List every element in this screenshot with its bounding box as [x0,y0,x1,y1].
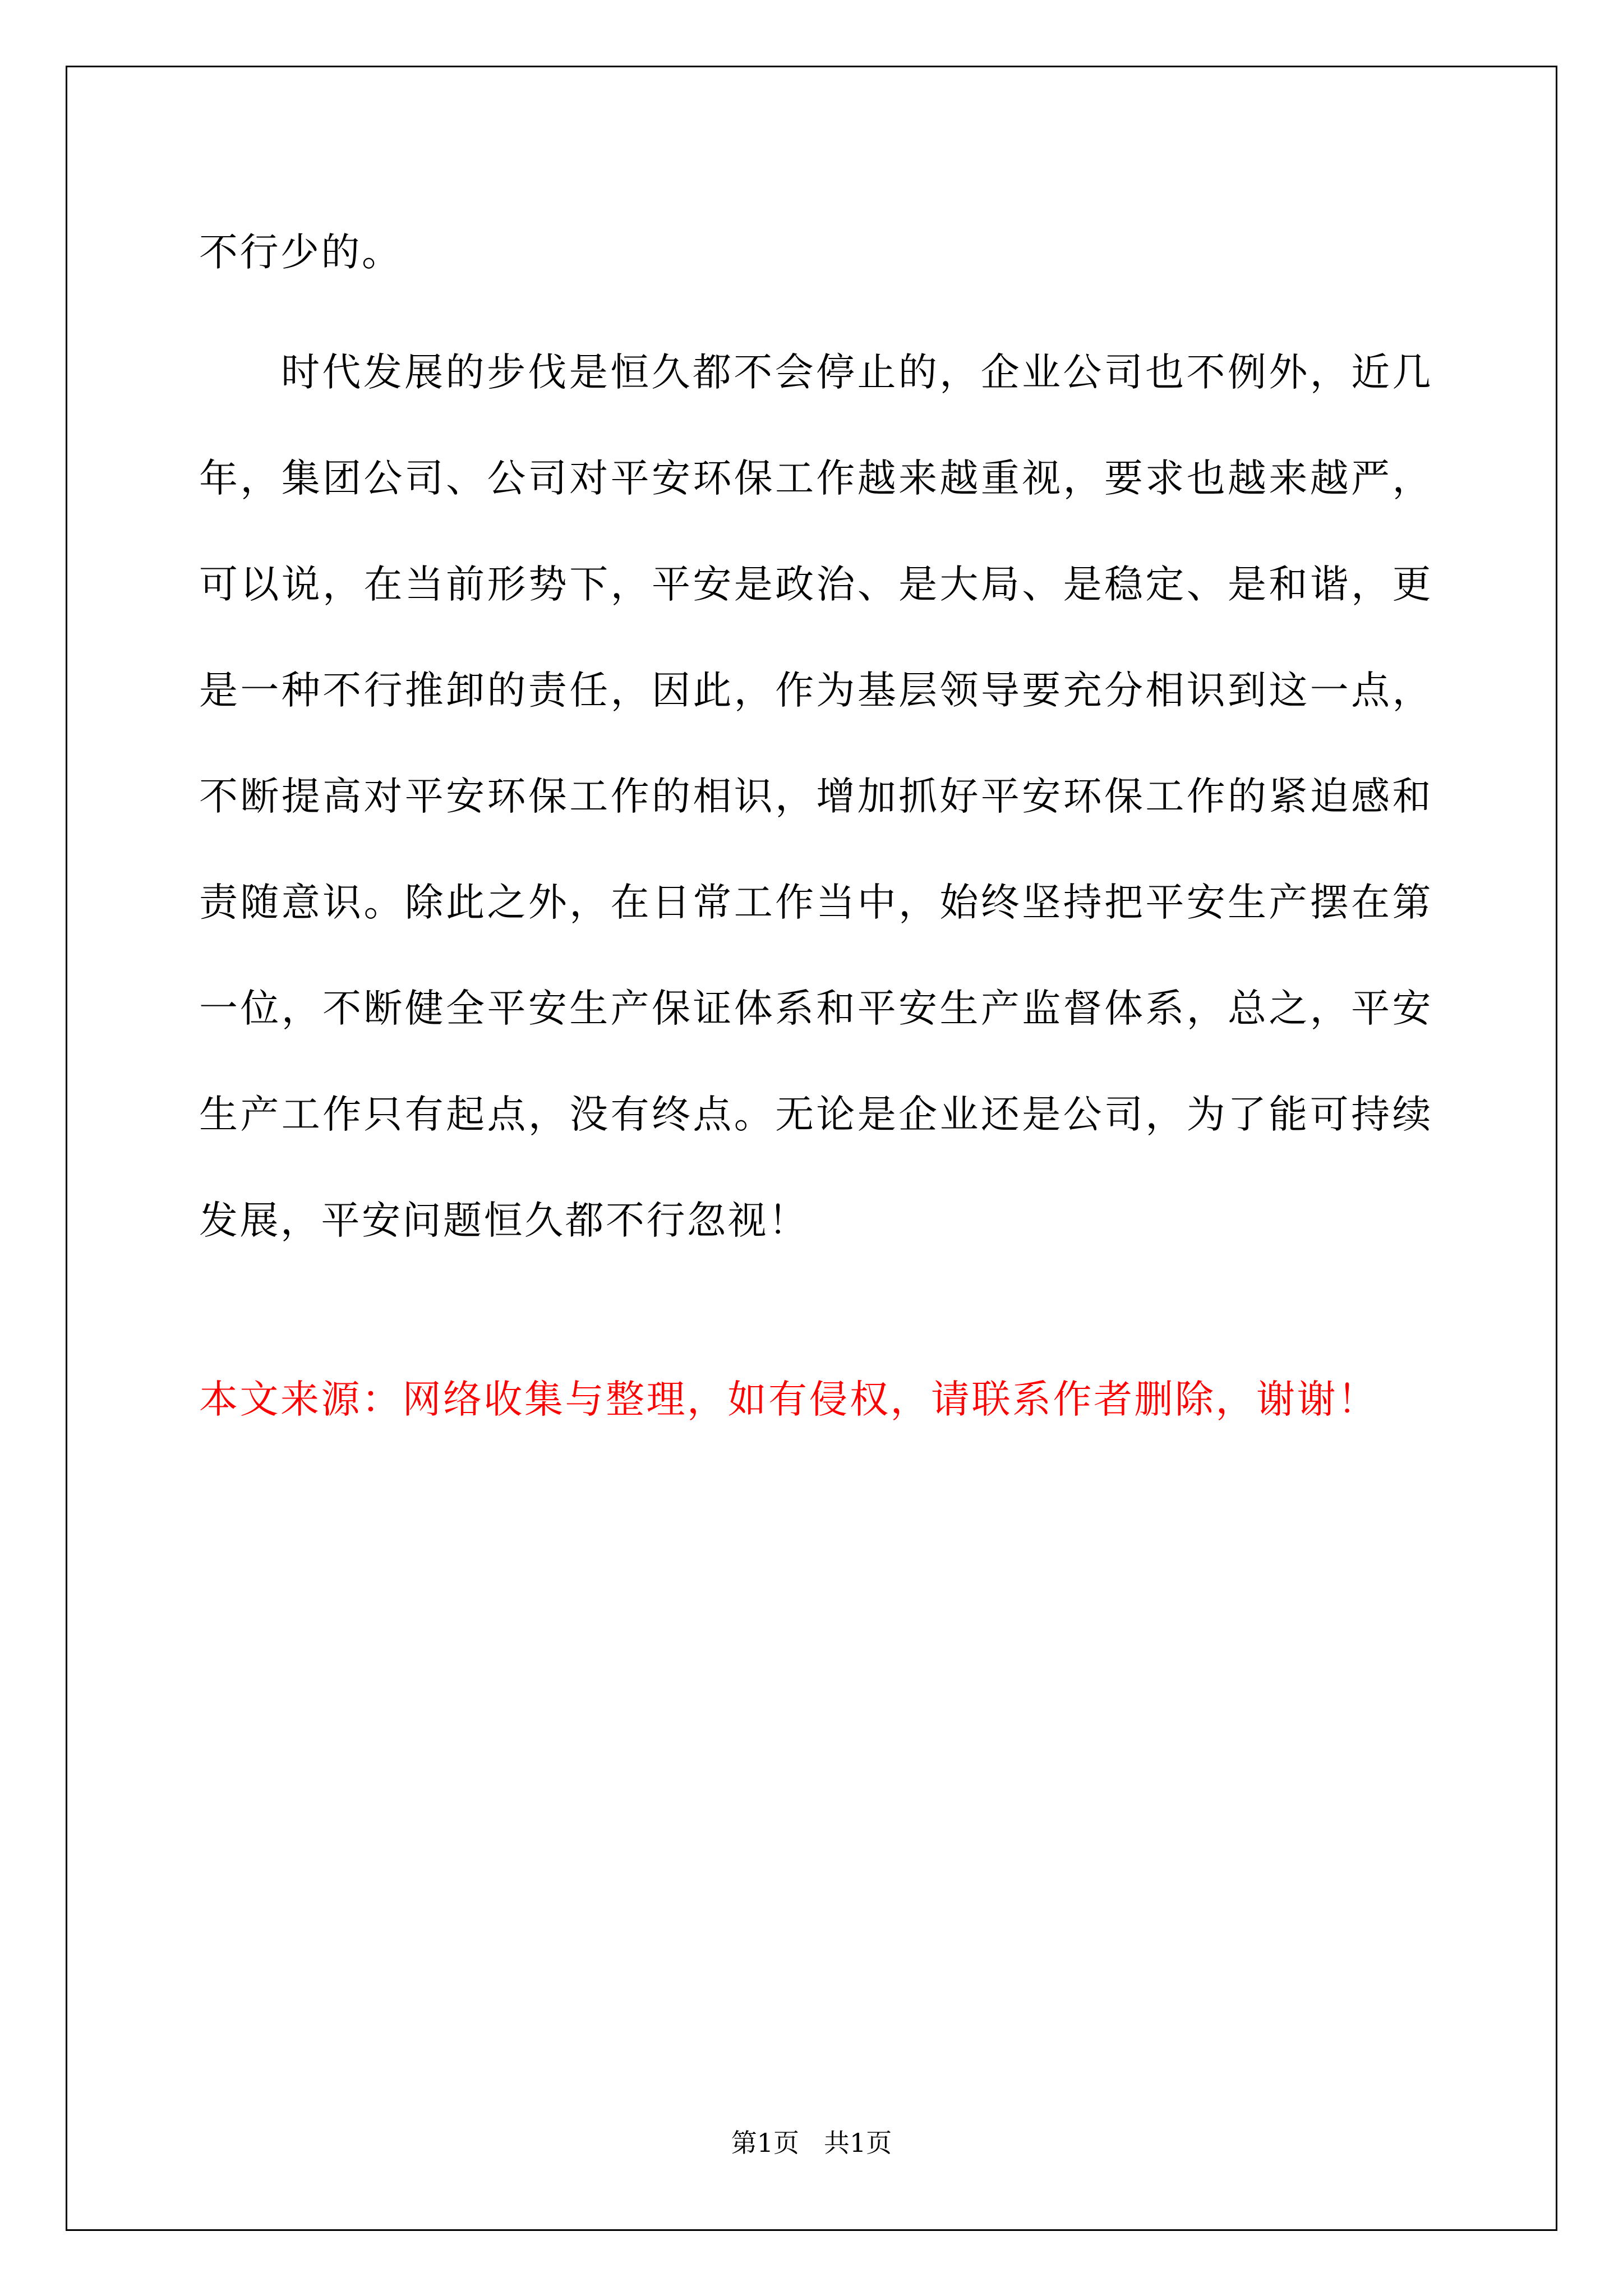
paragraph-main: 时代发展的步伐是恒久都不会停止的，企业公司也不例外，近几年，集团公司、公司对平安环保工作越来越重视，要求也越来越严，可以说，在当前形势下，平安是政治、是大局、是稳定、是和谐，更是一种不行推卸的责任，因此，作为基层领导要充分相识到这一点，不断提高对平安环保工作的相识，增加抓好平安环保工作的紧迫感和责随意识。除此之外，在日常工作当中，始终坚持把平安生产摆在第一位，不断健全平安生产保证体系和平安生产监督体系，总之，平安生产工作只有起点，没有终点。无论是企业还是公司，为了能可持续发展，平安问题恒久都不行忽视！ [199,350,1433,1243]
source-note: 本文来源：网络收集与整理，如有侵权，请联系作者删除，谢谢！ [199,1377,1378,1422]
page-number: 第1页 [731,2128,800,2158]
paragraph-continuation: 不行少的。 [199,230,403,275]
document-body [199,208,1433,1274]
page-total: 共1页 [823,2128,892,2158]
footer-spacer [799,2128,824,2158]
page-footer [0,2126,1623,2160]
